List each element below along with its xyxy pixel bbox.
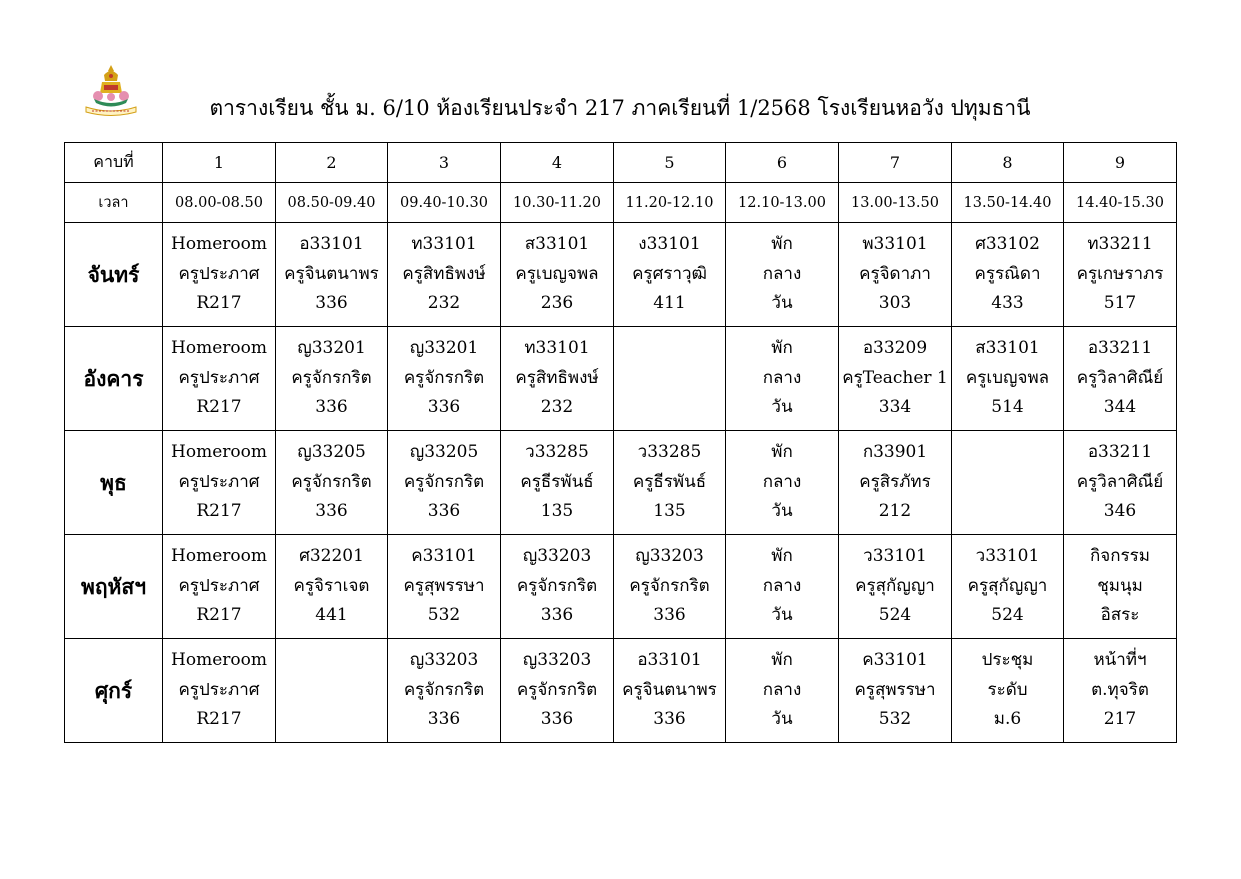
teacher-name: ต.ทุจริต (1091, 679, 1149, 700)
teacher-name: ครูประภาศ (178, 471, 260, 492)
teacher-name: ครูเบญจพล (515, 263, 599, 284)
room-number: 135 (653, 501, 686, 522)
room-number: 334 (878, 397, 912, 418)
class-cell (501, 327, 614, 431)
teacher-name: ครูเบญจพล (965, 367, 1050, 388)
room-number: 232 (427, 293, 461, 314)
period-row (65, 143, 1177, 183)
room-number (276, 705, 387, 735)
period-number: 6 (726, 143, 839, 183)
teacher-name: ครูประภาศ (178, 367, 260, 388)
class-cell (276, 327, 388, 431)
class-cell (276, 431, 388, 535)
day-row (65, 223, 1177, 327)
teacher-name: ครูธีรพันธ์ (520, 471, 594, 492)
class-cell (952, 639, 1064, 743)
period-time: 08.00-08.50 (163, 183, 276, 223)
period-time: 11.20-12.10 (614, 183, 726, 223)
room-number: 303 (878, 293, 912, 314)
room-number: 336 (315, 501, 348, 522)
day-row (65, 535, 1177, 639)
room-number: 517 (1103, 293, 1137, 314)
class-cell (1064, 327, 1177, 431)
period-number: 8 (952, 143, 1064, 183)
room-number: 514 (991, 397, 1024, 418)
subject-code: ญ33205 (409, 442, 479, 463)
teacher-name: ครูจักรกริต (629, 575, 710, 596)
room-number: อิสระ (1100, 605, 1140, 626)
subject-code: ญ33203 (409, 650, 479, 671)
teacher-name: กลาง (762, 679, 802, 700)
room-number: 336 (315, 293, 348, 314)
day-label: พฤหัสฯ (65, 535, 163, 639)
class-cell (163, 431, 276, 535)
class-cell (839, 535, 952, 639)
subject-code: อ33209 (862, 338, 928, 359)
room-number: วัน (771, 293, 793, 314)
subject-code: ญ33203 (522, 650, 592, 671)
period-number: 7 (839, 143, 952, 183)
class-cell (614, 535, 726, 639)
teacher-name: ครูรณิดา (974, 263, 1041, 284)
teacher-name: ครูธีรพันธ์ (632, 471, 707, 492)
teacher-name: ครูประภาศ (178, 263, 260, 284)
class-cell (388, 223, 501, 327)
teacher-name: กลาง (762, 367, 802, 388)
teacher-name: ครูจินตนาพร (622, 679, 717, 700)
room-number (614, 393, 725, 423)
teacher-name: ครูสุพรรษา (854, 679, 936, 700)
class-cell (839, 639, 952, 743)
room-number: R217 (196, 293, 242, 314)
class-cell (1064, 431, 1177, 535)
subject-code: Homeroom (171, 650, 267, 671)
teacher-name: กลาง (762, 471, 802, 492)
subject-code: พัก (771, 546, 793, 567)
room-number: 441 (315, 605, 348, 626)
subject-code: พัก (771, 338, 793, 359)
subject-code: Homeroom (171, 338, 267, 359)
teacher-name: ครูศราวุฒิ (632, 263, 707, 284)
period-number: 1 (163, 143, 276, 183)
day-row (65, 431, 1177, 535)
subject-code: Homeroom (171, 546, 267, 567)
room-number: 336 (427, 501, 461, 522)
subject-code: Homeroom (171, 442, 267, 463)
subject-code: ญ33201 (409, 338, 479, 359)
class-cell (726, 223, 839, 327)
subject-code: พ33101 (862, 234, 928, 255)
room-number: วัน (771, 397, 793, 418)
subject-code (614, 334, 725, 364)
room-number: R217 (196, 709, 242, 730)
timetable (64, 142, 1177, 743)
period-time: 09.40-10.30 (388, 183, 501, 223)
teacher-name: ครูสุกัญญา (967, 575, 1048, 596)
teacher-name: ครูประภาศ (178, 575, 260, 596)
period-number: 4 (501, 143, 614, 183)
subject-code: ว33101 (863, 546, 927, 567)
teacher-name: ครูจักรกริต (516, 575, 598, 596)
subject-code: ค33101 (411, 546, 477, 567)
teacher-name: ครูจักรกริต (403, 679, 485, 700)
class-cell (952, 327, 1064, 431)
teacher-name: ครูสุกัญญา (855, 575, 935, 596)
subject-code: อ33101 (637, 650, 702, 671)
subject-code: ค33101 (862, 650, 928, 671)
subject-code: กิจกรรม (1089, 546, 1150, 567)
class-cell (501, 223, 614, 327)
period-number: 3 (388, 143, 501, 183)
teacher-name (614, 364, 725, 394)
subject-code: ท33101 (524, 338, 590, 359)
room-number: 336 (653, 709, 686, 730)
teacher-name: ครูจักรกริต (516, 679, 598, 700)
class-cell (614, 431, 726, 535)
teacher-name: ครูจิราเจต (293, 575, 370, 596)
class-cell (726, 535, 839, 639)
page-title: ตารางเรียน ชั้น ม. 6/10 ห้องเรียนประจำ 217 ภาคเรียนที่ 1/2568 โรงเรียนหอวัง ปทุมธานี (209, 96, 1031, 120)
day-label: อังคาร (65, 327, 163, 431)
room-number: R217 (196, 605, 242, 626)
subject-code: อ33211 (1087, 338, 1153, 359)
teacher-name: ครูสุพรรษา (403, 575, 485, 596)
teacher-name: ครูจักรกริต (291, 471, 372, 492)
class-cell (276, 223, 388, 327)
teacher-name: ครูจักรกริต (403, 471, 485, 492)
class-cell (501, 535, 614, 639)
room-number: วัน (771, 501, 793, 522)
time-label: เวลา (65, 183, 163, 223)
class-cell (501, 639, 614, 743)
teacher-name: กลาง (762, 263, 802, 284)
room-number: วัน (771, 605, 793, 626)
class-cell (1064, 535, 1177, 639)
teacher-name: ระดับ (987, 679, 1028, 700)
room-number: 336 (653, 605, 686, 626)
class-cell (388, 535, 501, 639)
class-cell (952, 535, 1064, 639)
period-time: 08.50-09.40 (276, 183, 388, 223)
subject-code: Homeroom (171, 234, 267, 255)
subject-code: ส33101 (524, 234, 590, 255)
period-time: 10.30-11.20 (501, 183, 614, 223)
class-cell (388, 639, 501, 743)
day-row (65, 327, 1177, 431)
room-number: R217 (196, 501, 242, 522)
subject-code: ศ32201 (299, 546, 364, 567)
room-number: 532 (878, 709, 912, 730)
subject-code: อ33101 (299, 234, 364, 255)
class-cell (952, 223, 1064, 327)
class-cell (726, 431, 839, 535)
class-cell (501, 431, 614, 535)
teacher-name: กลาง (762, 575, 802, 596)
room-number: 212 (878, 501, 912, 522)
room-number: 344 (1103, 397, 1137, 418)
subject-code: ว33285 (525, 442, 589, 463)
room-number: 232 (540, 397, 574, 418)
period-number: 2 (276, 143, 388, 183)
room-number: 336 (427, 397, 461, 418)
class-cell (1064, 223, 1177, 327)
subject-code: ว33101 (975, 546, 1040, 567)
class-cell (614, 639, 726, 743)
subject-code: ประชุม (981, 650, 1034, 671)
subject-code: ท33211 (1087, 234, 1153, 255)
room-number: 217 (1103, 709, 1137, 730)
period-number: 9 (1064, 143, 1177, 183)
day-label: พุธ (65, 431, 163, 535)
teacher-name (952, 468, 1063, 498)
room-number: 532 (427, 605, 461, 626)
class-cell (614, 223, 726, 327)
day-label: จันทร์ (65, 223, 163, 327)
room-number: 346 (1103, 501, 1137, 522)
teacher-name: ครูสิทธิพงษ์ (515, 367, 599, 388)
room-number: 336 (315, 397, 348, 418)
room-number: 236 (540, 293, 574, 314)
room-number: วัน (771, 709, 793, 730)
time-row (65, 183, 1177, 223)
room-number: 524 (878, 605, 912, 626)
teacher-name: ครูวิลาศิณีย์ (1076, 367, 1164, 388)
class-cell (388, 431, 501, 535)
period-time: 13.50-14.40 (952, 183, 1064, 223)
teacher-name: ครูจักรกริต (403, 367, 485, 388)
class-cell (163, 223, 276, 327)
subject-code: ญ33203 (522, 546, 592, 567)
room-number: 336 (540, 605, 574, 626)
class-cell (276, 535, 388, 639)
class-cell (163, 639, 276, 743)
room-number: 411 (653, 293, 686, 314)
subject-code: พัก (771, 442, 793, 463)
subject-code: ท33101 (411, 234, 477, 255)
teacher-name: ครูจินตนาพร (284, 263, 379, 284)
teacher-name: ครูจักรกริต (291, 367, 372, 388)
room-number (952, 497, 1063, 527)
room-number: 135 (540, 501, 574, 522)
teacher-name: ครูเกษราภร (1076, 263, 1164, 284)
class-cell (163, 327, 276, 431)
class-cell (839, 327, 952, 431)
day-row (65, 639, 1177, 743)
room-number: R217 (196, 397, 242, 418)
subject-code: พัก (771, 234, 793, 255)
teacher-name: ครูวิลาศิณีย์ (1076, 471, 1164, 492)
period-time: 12.10-13.00 (726, 183, 839, 223)
day-label: ศุกร์ (65, 639, 163, 743)
subject-code: ง33101 (638, 234, 701, 255)
subject-code (952, 438, 1063, 468)
teacher-name (276, 676, 387, 706)
period-number: 5 (614, 143, 726, 183)
teacher-name: ครูสิทธิพงษ์ (402, 263, 486, 284)
school-emblem-icon (80, 63, 142, 119)
subject-code: หน้าที่ฯ (1093, 650, 1147, 671)
class-cell (388, 327, 501, 431)
period-time: 13.00-13.50 (839, 183, 952, 223)
teacher-name: ครูจิดาภา (859, 263, 931, 284)
room-number: 524 (991, 605, 1024, 626)
class-cell (839, 431, 952, 535)
room-number: 336 (427, 709, 461, 730)
subject-code: ส33101 (975, 338, 1040, 359)
subject-code: ญ33205 (297, 442, 366, 463)
class-cell (726, 327, 839, 431)
teacher-name: ครูประภาศ (178, 679, 260, 700)
room-number: 336 (540, 709, 574, 730)
period-time: 14.40-15.30 (1064, 183, 1177, 223)
subject-code: อ33211 (1087, 442, 1153, 463)
class-cell (276, 639, 388, 743)
room-number: 433 (991, 293, 1024, 314)
subject-code (276, 646, 387, 676)
teacher-name: ครูTeacher 1 (842, 367, 948, 388)
subject-code: ญ33203 (635, 546, 704, 567)
period-label: คาบที่ (65, 143, 163, 183)
class-cell (163, 535, 276, 639)
class-cell (839, 223, 952, 327)
subject-code: พัก (771, 650, 793, 671)
class-cell (614, 327, 726, 431)
class-cell (1064, 639, 1177, 743)
subject-code: ญ33201 (297, 338, 366, 359)
teacher-name: ครูสิรภัทร (859, 471, 931, 492)
subject-code: ก33901 (862, 442, 928, 463)
class-cell (726, 639, 839, 743)
class-cell (952, 431, 1064, 535)
teacher-name: ชุมนุม (1097, 575, 1143, 596)
subject-code: ศ33102 (975, 234, 1040, 255)
room-number: ม.6 (993, 709, 1022, 730)
subject-code: ว33285 (637, 442, 702, 463)
